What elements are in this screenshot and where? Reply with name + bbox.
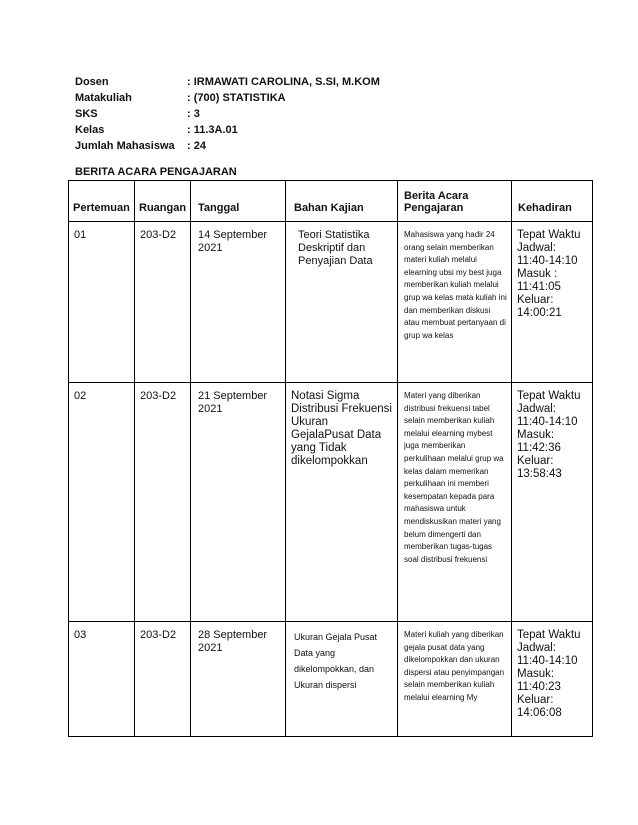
column-header-kehadiran: Kehadiran bbox=[512, 181, 593, 222]
cell-pertemuan: 02 bbox=[69, 383, 135, 622]
section-title: BERITA ACARA PENGAJARAN bbox=[75, 166, 237, 178]
cell-bahan-kajian: Notasi Sigma Distribusi Frekuensi Ukuran GejalaPusat Data yang Tidak dikelompokkan bbox=[286, 383, 398, 622]
column-header-ruangan: Ruangan bbox=[135, 181, 191, 222]
cell-pertemuan: 01 bbox=[69, 222, 135, 383]
cell-bahan-kajian: Teori Statistika Deskriptif dan Penyajian Data bbox=[286, 222, 398, 383]
cell-ruangan: 203-D2 bbox=[135, 222, 191, 383]
header-label: Matakuliah bbox=[75, 92, 132, 104]
header-label: Jumlah Mahasiswa bbox=[75, 140, 175, 152]
header-value: : 24 bbox=[187, 140, 206, 152]
course-header bbox=[75, 74, 380, 154]
column-header-pertemuan: Pertemuan bbox=[69, 181, 135, 222]
cell-tanggal: 21 September 2021 bbox=[191, 383, 286, 622]
cell-ruangan: 203-D2 bbox=[135, 383, 191, 622]
table-row bbox=[69, 383, 593, 622]
cell-kehadiran: Tepat Waktu Jadwal: 11:40-14:10 Masuk: 11:40:23 Keluar: 14:06:08 bbox=[512, 622, 593, 737]
cell-kehadiran: Tepat Waktu Jadwal: 11:40-14:10 Masuk: 11:42:36 Keluar: 13:58:43 bbox=[512, 383, 593, 622]
header-row-matakuliah bbox=[75, 90, 380, 106]
cell-tanggal: 28 September 2021 bbox=[191, 622, 286, 737]
cell-bahan-kajian: Ukuran Gejala Pusat Data yang dikelompokkan, dan Ukuran dispersi bbox=[286, 622, 398, 737]
header-row-kelas bbox=[75, 122, 380, 138]
column-header-berita-acara: Berita Acara Pengajaran bbox=[398, 181, 512, 222]
cell-berita-acara: Materi yang diberikan distribusi frekuensi tabel selain memberikan kuliah melalui elearning mybest juga memberikan perkulihaan melalui grup wa kelas dalam memerikan perkulihaan ini memberi kesempatan kepada para mahasiswa untuk mendiskusikan materi yang belum dimengerti dan memberikan tugas-tugas soal distribusi frekuensi bbox=[398, 383, 512, 622]
header-value: : 11.3A.01 bbox=[187, 124, 238, 136]
cell-kehadiran: Tepat Waktu Jadwal: 11:40-14:10 Masuk : 11:41:05 Keluar: 14:00:21 bbox=[512, 222, 593, 383]
header-label: Dosen bbox=[75, 76, 109, 88]
teaching-record-table bbox=[68, 180, 593, 737]
table-header-row bbox=[69, 181, 593, 222]
header-row-dosen bbox=[75, 74, 380, 90]
cell-pertemuan: 03 bbox=[69, 622, 135, 737]
header-value: : 3 bbox=[187, 108, 200, 120]
header-value: : (700) STATISTIKA bbox=[187, 92, 286, 104]
column-header-tanggal: Tanggal bbox=[191, 181, 286, 222]
header-value: : IRMAWATI CAROLINA, S.SI, M.KOM bbox=[187, 76, 380, 88]
cell-berita-acara: Materi kuliah yang diberikan gejala pusat data yang dikelompokkan dan ukuran dispersi atau penyimpangan selain memberikan kuliah melalui elearning My bbox=[398, 622, 512, 737]
cell-tanggal: 14 September 2021 bbox=[191, 222, 286, 383]
column-header-bahan-kajian: Bahan Kajian bbox=[286, 181, 398, 222]
cell-ruangan: 203-D2 bbox=[135, 622, 191, 737]
header-row-jumlah-mahasiswa bbox=[75, 138, 380, 154]
table-row bbox=[69, 222, 593, 383]
header-label: Kelas bbox=[75, 124, 105, 136]
table-row bbox=[69, 622, 593, 737]
header-row-sks bbox=[75, 106, 380, 122]
header-label: SKS bbox=[75, 108, 98, 120]
cell-berita-acara: Mahasiswa yang hadir 24 orang selain memberikan materi kuliah melalui elearning ubsi my best juga memberikan kuliah melalui grup wa kelas mata kuliah ini dan memberikan diskusi atau membuat pertanyaan di grup wa kelas bbox=[398, 222, 512, 383]
